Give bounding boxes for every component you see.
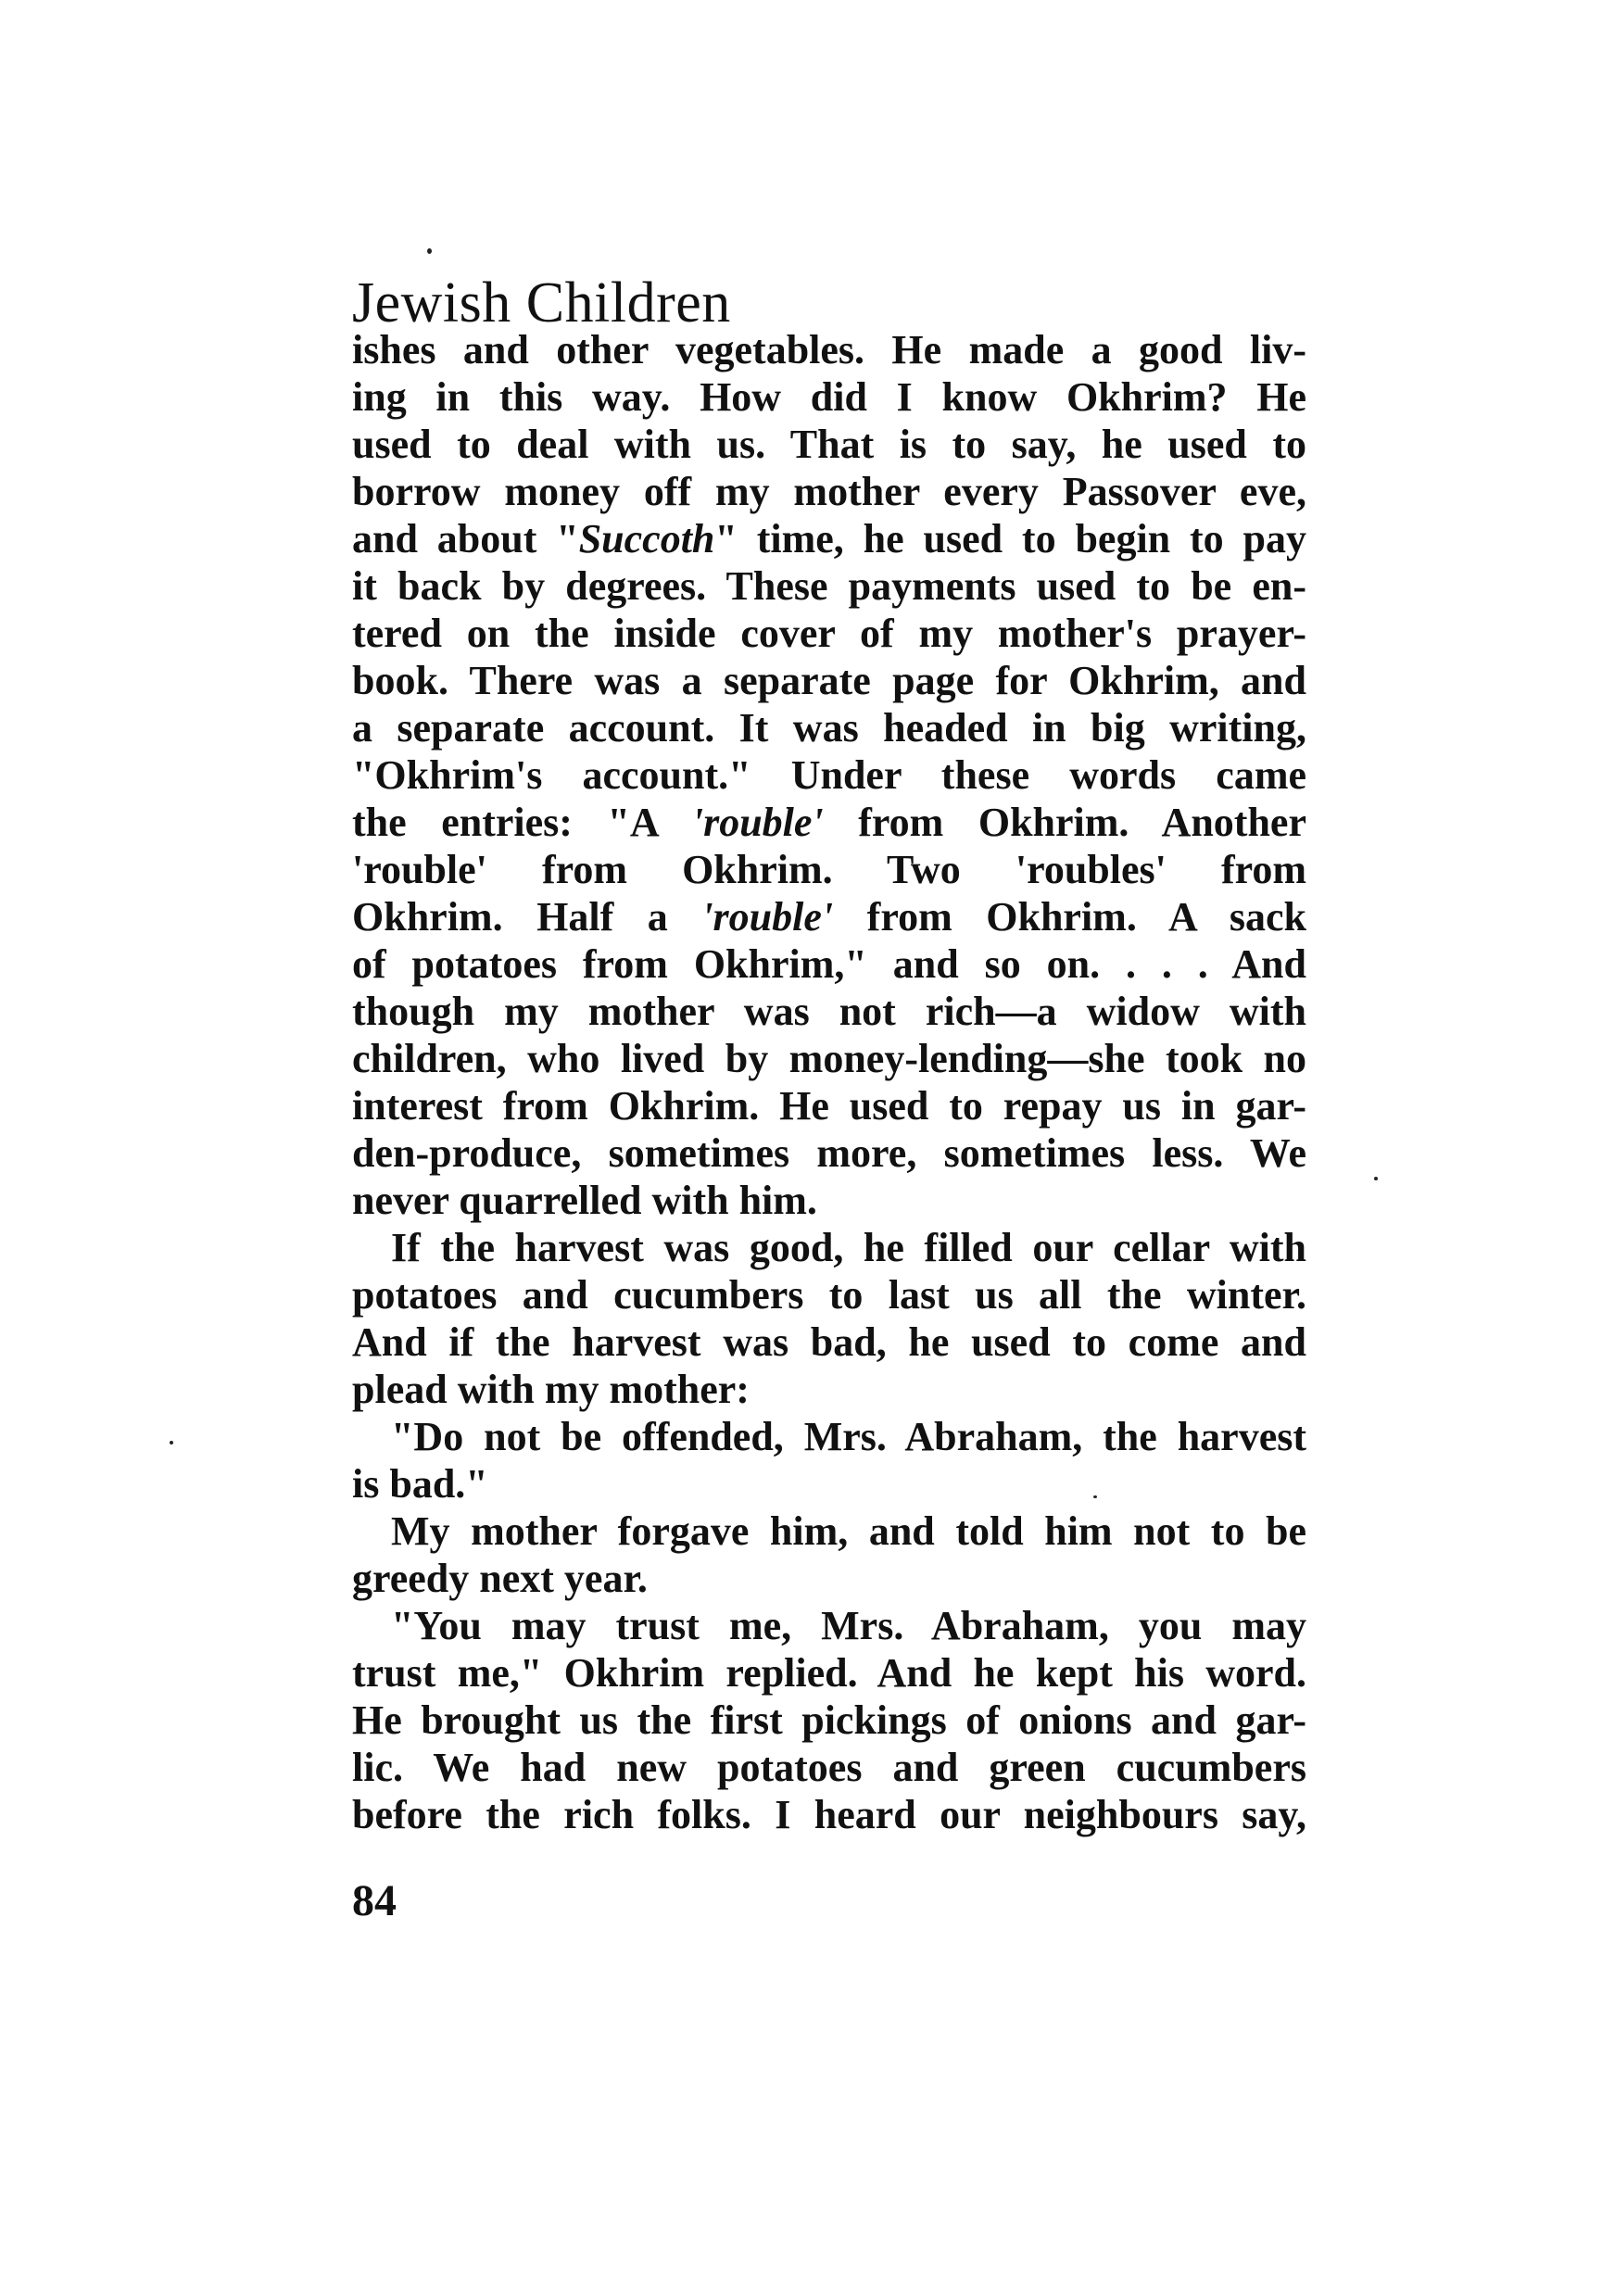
text-line: tered on the inside cover of my mother's prayer- (352, 611, 1306, 656)
italic-term: Succoth (578, 516, 715, 561)
text-line: ing in this way. How did I know Okhrim? He (352, 374, 1306, 420)
page-number: 84 (352, 1876, 397, 1925)
text-line: though my mother was not rich—a widow with (352, 989, 1306, 1034)
text-line: lic. We had new potatoes and green cucumbers (352, 1745, 1306, 1790)
text-run: Okhrim. Half a (352, 894, 702, 940)
body-text (352, 326, 1306, 1838)
text-line: greedy next year. (352, 1556, 648, 1601)
text-line: it back by degrees. These payments used to be en- (352, 563, 1306, 609)
text-line: before the rich folks. I heard our neighbours say, (352, 1792, 1306, 1837)
text-line: potatoes and cucumbers to last us all the winter. (352, 1272, 1306, 1318)
print-speck (170, 1441, 173, 1444)
text-line: "You may trust me, Mrs. Abraham, you may (391, 1603, 1306, 1648)
text-run: the entries: "A (352, 800, 692, 845)
text-run: " time, he used to begin to pay (714, 516, 1306, 561)
text-run: from Okhrim. Another (823, 800, 1306, 845)
text-line: book. There was a separate page for Okhrim, and (352, 658, 1306, 703)
text-line: never quarrelled with him. (352, 1178, 817, 1223)
text-line: children, who lived by money-lending—she took no (352, 1036, 1306, 1081)
italic-term: 'rouble' (701, 894, 834, 940)
text-line: 'rouble' from Okhrim. Two 'roubles' from (352, 847, 1306, 892)
text-run: from Okhrim. A sack (833, 894, 1306, 940)
text-run: and about (352, 516, 557, 561)
text-line (352, 893, 1306, 940)
text-line: used to deal with us. That is to say, he used to (352, 422, 1306, 467)
text-line (352, 799, 1306, 846)
text-line: "Okhrim's account." Under these words came (352, 752, 1306, 798)
text-line: If the harvest was good, he filled our cellar with (391, 1225, 1306, 1270)
text-line: a separate account. It was headed in big writing, (352, 705, 1306, 751)
italic-term: 'rouble' (691, 800, 824, 845)
print-speck (427, 248, 432, 254)
text-line: den-produce, sometimes more, sometimes less. We (352, 1130, 1306, 1176)
text-line: He brought us the first pickings of onions and gar- (352, 1697, 1306, 1743)
text-line: And if the harvest was bad, he used to come and (352, 1319, 1306, 1365)
running-head: Jewish Children (352, 271, 731, 334)
text-line: is bad." (352, 1461, 488, 1507)
text-line: ishes and other vegetables. He made a good liv- (352, 327, 1306, 372)
text-line: of potatoes from Okhrim," and so on. . . . And (352, 941, 1306, 987)
text-line: "Do not be offended, Mrs. Abraham, the harvest (391, 1414, 1306, 1459)
text-line: plead with my mother: (352, 1367, 750, 1412)
print-speck (1374, 1177, 1378, 1180)
text-line: interest from Okhrim. He used to repay us in gar- (352, 1083, 1306, 1129)
text-line: trust me," Okhrim replied. And he kept his word. (352, 1650, 1306, 1696)
text-line: borrow money off my mother every Passover eve, (352, 469, 1306, 514)
text-line: and about "Succoth" time, he used to begin to pay (352, 516, 1306, 561)
text-line: My mother forgave him, and told him not to be (391, 1508, 1306, 1554)
